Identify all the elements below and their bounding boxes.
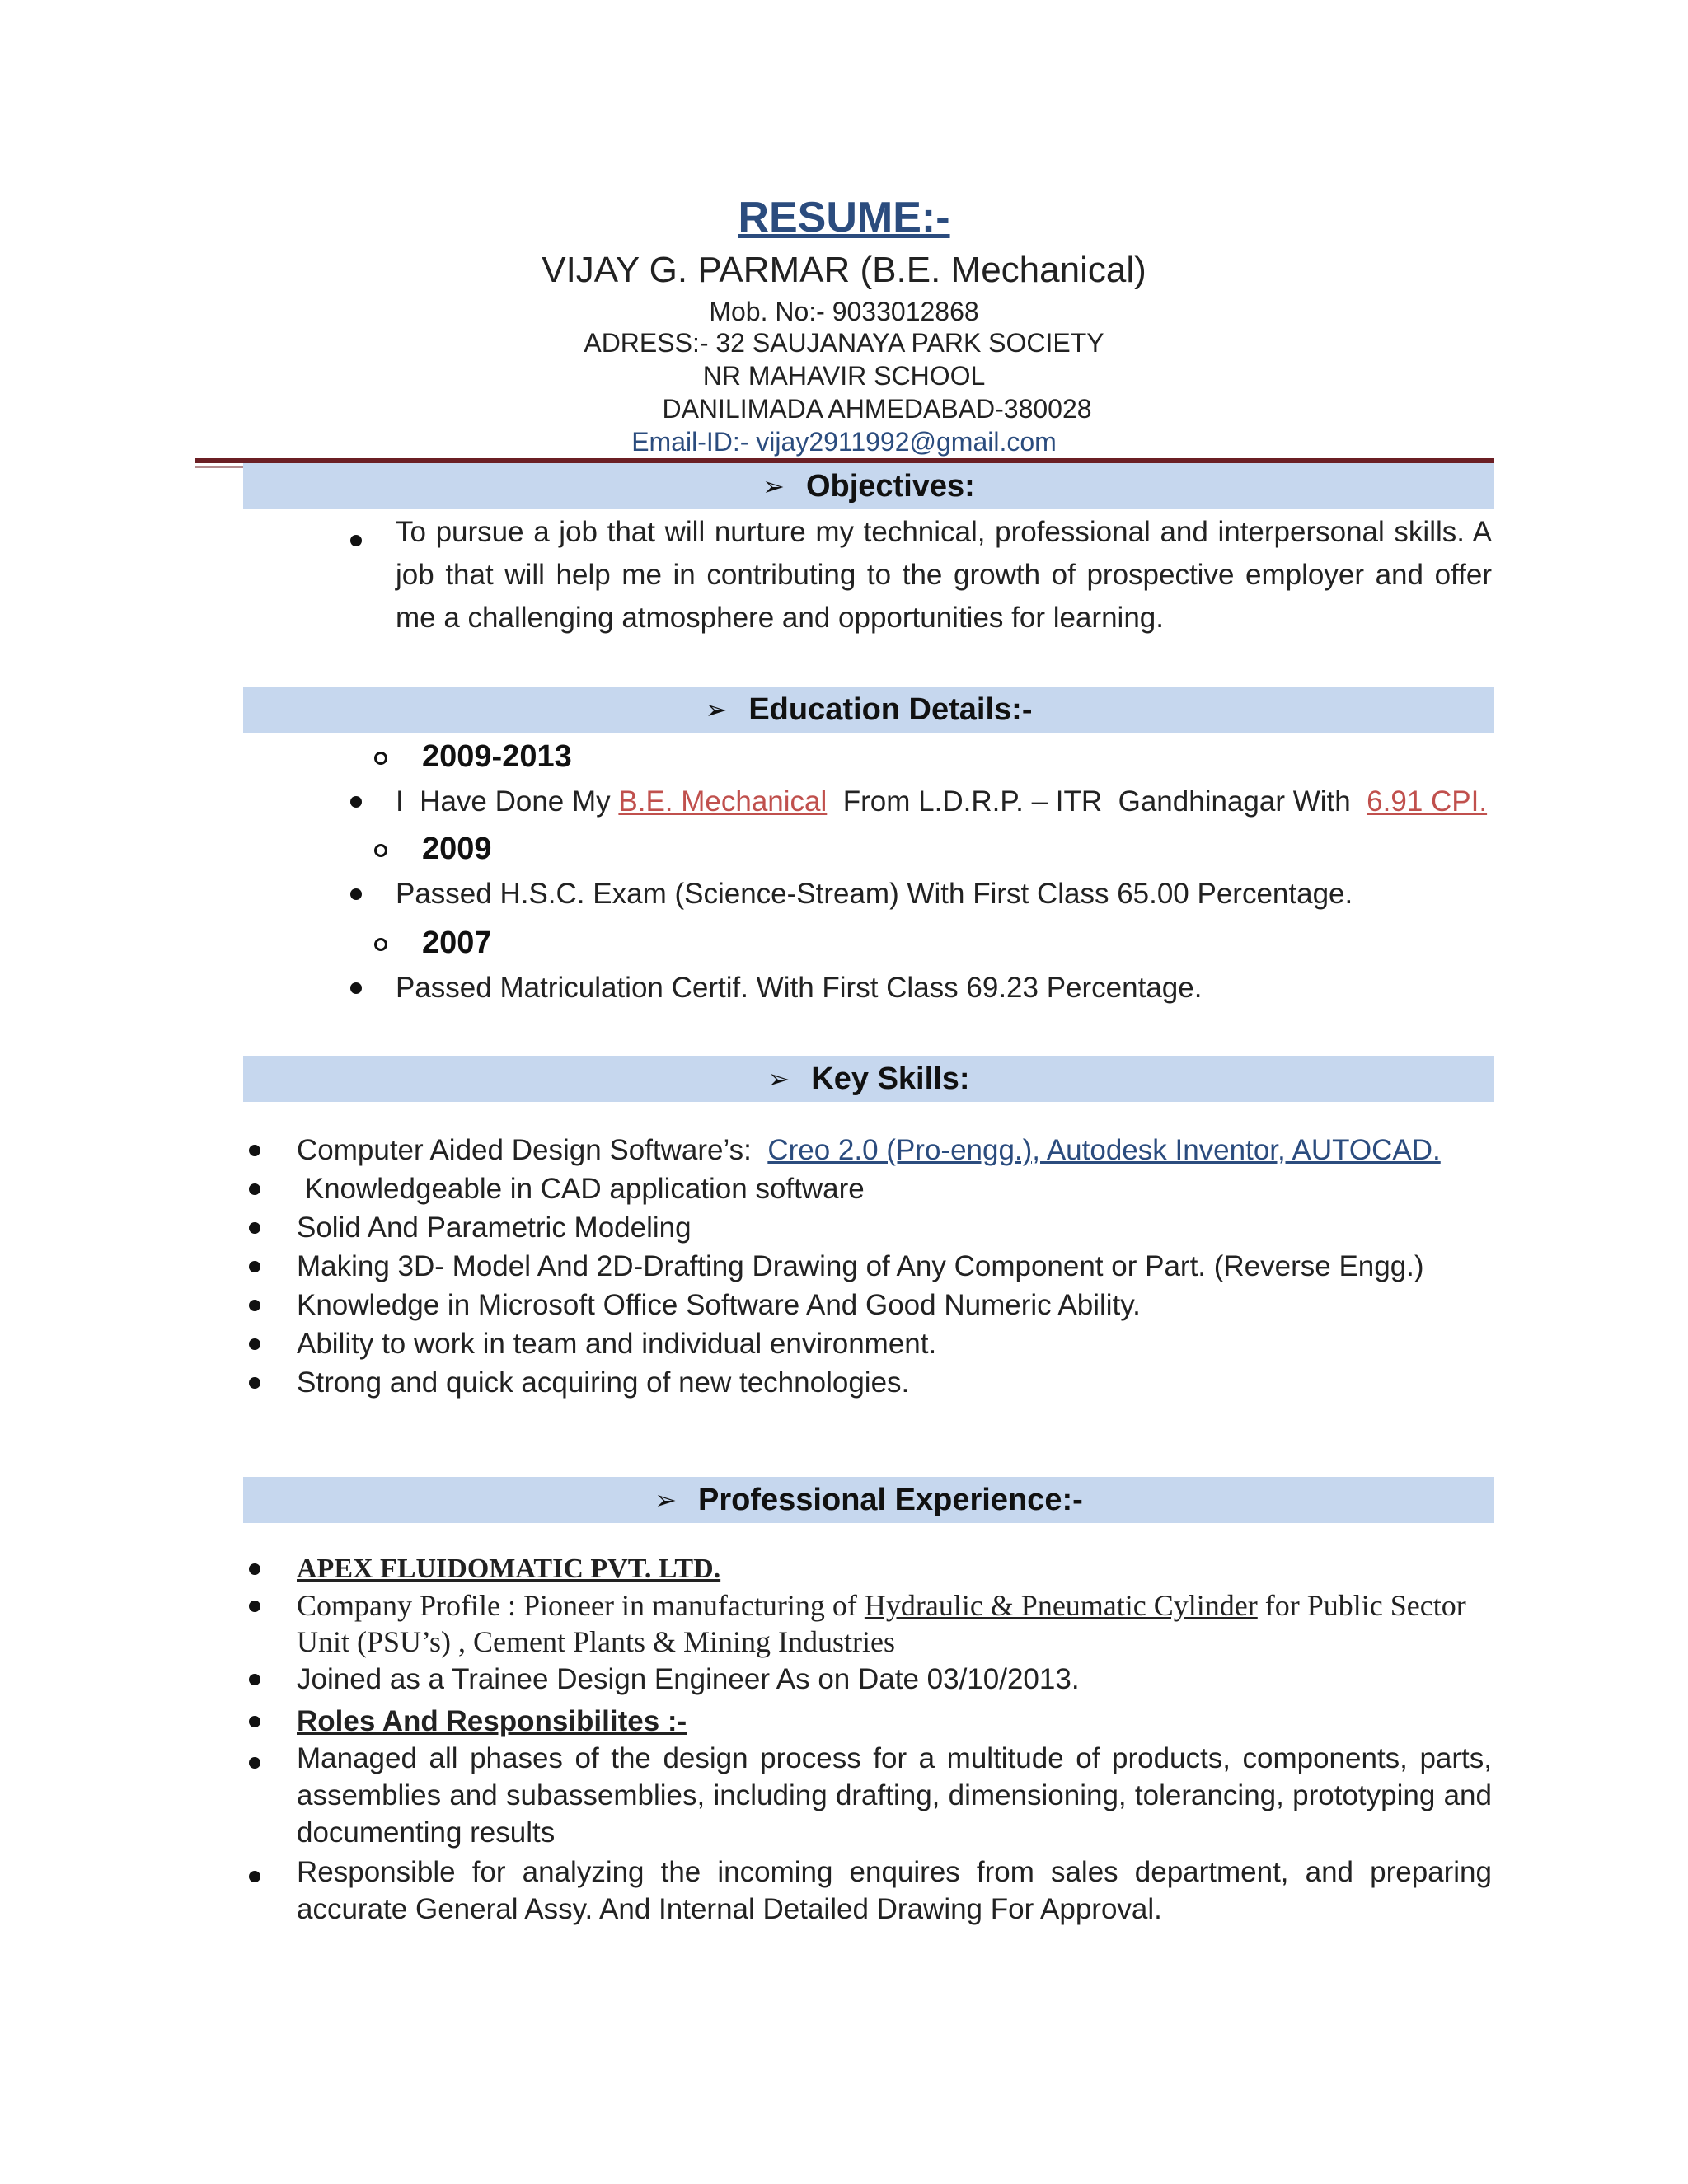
skill-item: Strong and quick acquiring of new technologies.: [297, 1366, 910, 1399]
bullet-icon: [350, 982, 362, 994]
bullet-icon: [249, 1300, 260, 1311]
bullet-icon: [249, 1674, 260, 1685]
bullet-icon: [249, 1716, 260, 1727]
address-line-3: DANILIMADA AHMEDABAD-380028: [662, 394, 1092, 424]
candidate-name: VIJAY G. PARMAR (B.E. Mechanical): [542, 250, 1146, 290]
bullet-icon: [249, 1261, 260, 1272]
bullet-icon: [350, 796, 362, 808]
education-item-3: Passed Matriculation Certif. With First Class 69.23 Percentage.: [396, 972, 1203, 1004]
arrow-icon: ➢: [762, 471, 785, 501]
company-profile-prefix: Company Profile : Pioneer in manufacturing of: [297, 1589, 865, 1622]
address-line-1: ADRESS:- 32 SAUJANAYA PARK SOCIETY: [584, 328, 1104, 358]
company-product: Hydraulic & Pneumatic Cylinder: [864, 1589, 1258, 1622]
education-year-2: 2009: [422, 832, 492, 866]
education-item-1-middle: From L.D.R.P. – ITR Gandhinagar With: [827, 785, 1367, 818]
skill-item: Ability to work in team and individual environment.: [297, 1328, 937, 1360]
resume-title: RESUME:-: [738, 194, 950, 241]
company-profile-suffix: for Public Sector Unit (PSU’s) , Cement Plants & Mining Industries: [297, 1589, 1466, 1658]
email-address: Email-ID:- vijay2911992@gmail.com: [631, 427, 1057, 457]
circle-bullet-icon: [374, 938, 387, 951]
bullet-icon: [249, 1145, 260, 1156]
arrow-icon: ➢: [767, 1064, 790, 1094]
objective-text: To pursue a job that will nurture my technical, professional and interpersonal skills. A job that will help me in contributing to the growth of prospective employer and offer me a challenging atmosphere and opportunities for learning.: [396, 516, 1492, 634]
skill-item: Solid And Parametric Modeling: [297, 1212, 692, 1244]
skill-item: Knowledge in Microsoft Office Software And Good Numeric Ability.: [297, 1289, 1141, 1321]
mobile-number: Mob. No:- 9033012868: [709, 297, 979, 326]
education-item-2: Passed H.S.C. Exam (Science-Stream) With First Class 65.00 Percentage.: [396, 878, 1353, 910]
bullet-icon: [249, 1183, 260, 1195]
education-year-3: 2007: [422, 926, 492, 960]
skill-item-cad: [297, 1129, 1492, 1172]
score-highlight: 6.91 CPI.: [1367, 785, 1488, 818]
address-line-2: NR MAHAVIR SCHOOL: [702, 361, 986, 391]
joined-statement: Joined as a Trainee Design Engineer As on Date 03/10/2013.: [297, 1663, 1080, 1695]
education-item-1-prefix: I Have Done My: [396, 785, 619, 818]
bullet-icon: [350, 888, 362, 900]
section-heading-experience: Professional Experience:-: [698, 1482, 1083, 1517]
skill-cad-prefix: Computer Aided Design Software’s:: [297, 1134, 768, 1166]
skill-item: Knowledgeable in CAD application software: [297, 1173, 865, 1205]
circle-bullet-icon: [374, 752, 387, 765]
arrow-icon: ➢: [705, 695, 728, 724]
bullet-icon: [249, 1757, 260, 1769]
circle-bullet-icon: [374, 844, 387, 857]
bullet-icon: [249, 1222, 260, 1234]
section-bar-experience: [243, 1477, 1494, 1523]
bullet-icon: [249, 1377, 260, 1389]
section-bar-skills: [243, 1056, 1494, 1102]
roles-heading: Roles And Responsibilites :-: [297, 1705, 687, 1737]
education-item-1: [396, 780, 1492, 823]
section-bar-objectives: [243, 463, 1494, 509]
bullet-icon: [249, 1338, 260, 1350]
degree-highlight: B.E. Mechanical: [618, 785, 828, 818]
section-heading-education: Education Details:-: [748, 691, 1033, 727]
company-profile: [297, 1587, 1492, 1660]
bullet-icon: [350, 535, 362, 546]
skill-item: Making 3D- Model And 2D-Drafting Drawing of Any Component or Part. (Reverse Engg.): [297, 1250, 1424, 1282]
company-name: APEX FLUIDOMATIC PVT. LTD.: [297, 1554, 721, 1584]
role-item: Responsible for analyzing the incoming enquires from sales department, and preparing accurate General Assy. And Internal Detailed Drawing For Approval.: [297, 1856, 1492, 1925]
bullet-icon: [249, 1871, 260, 1882]
section-heading-objectives: Objectives:: [805, 468, 975, 504]
section-bar-education: [243, 687, 1494, 733]
bullet-icon: [249, 1601, 260, 1612]
role-item: Managed all phases of the design process for a multitude of products, components, parts, assemblies and subassemblies, including drafting, dimensioning, tolerancing, prototyping and documenting results: [297, 1742, 1492, 1849]
section-heading-skills: Key Skills:: [811, 1061, 970, 1096]
arrow-icon: ➢: [654, 1485, 678, 1515]
bullet-icon: [249, 1563, 260, 1575]
education-year-1: 2009-2013: [422, 739, 572, 774]
cad-software-list: Creo 2.0 (Pro-engg.), Autodesk Inventor, AUTOCAD.: [767, 1134, 1441, 1166]
